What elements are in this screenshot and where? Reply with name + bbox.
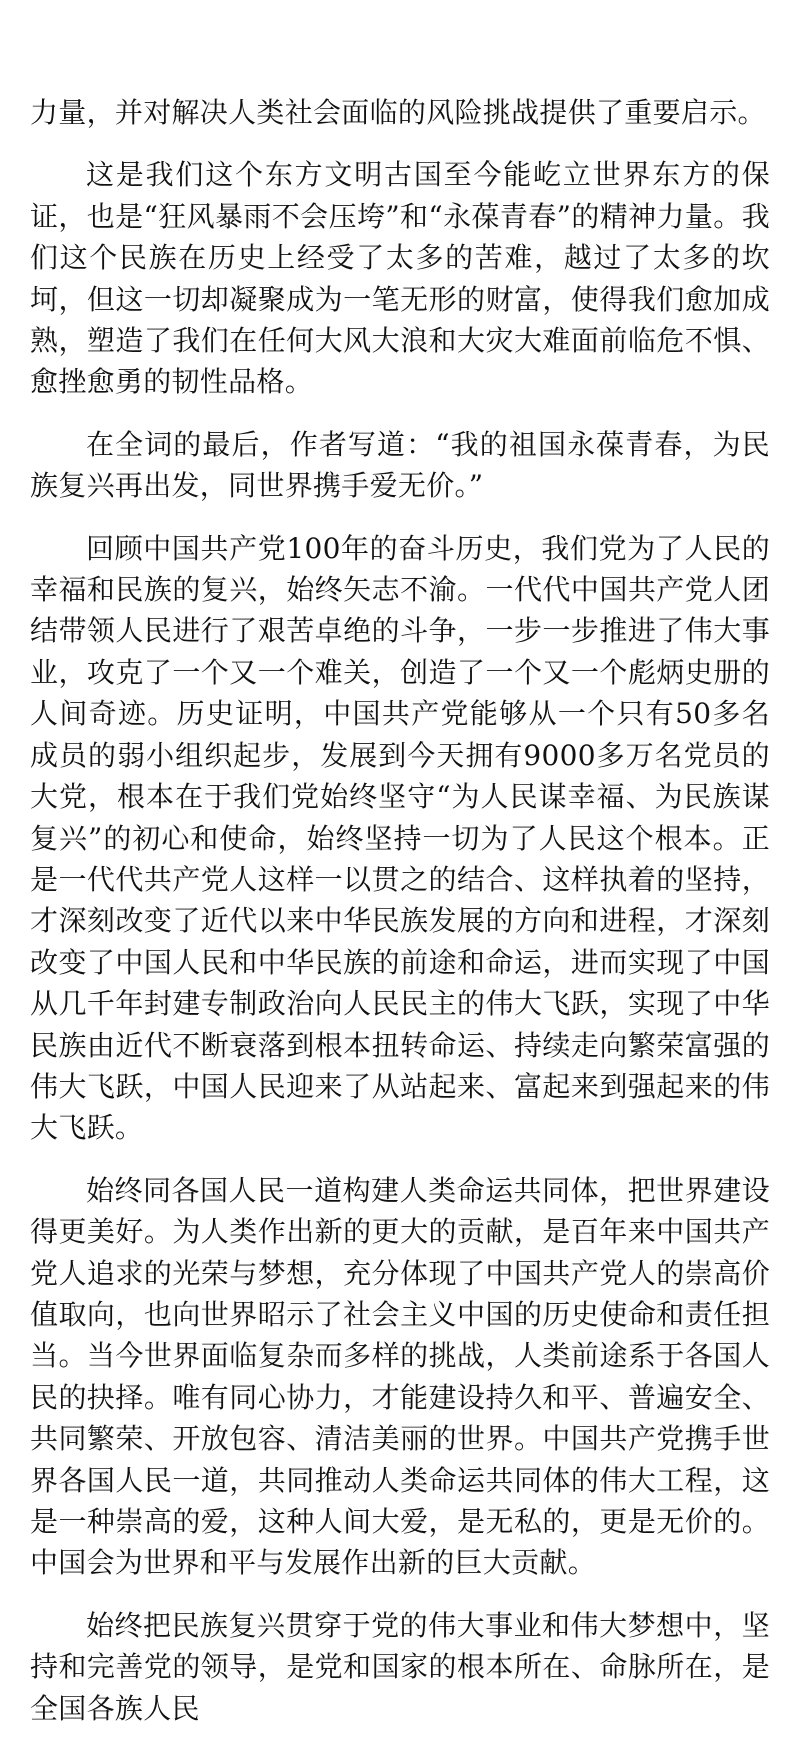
paragraph-5: 始终同各国人民一道构建人类命运共同体，把世界建设得更美好。为人类作出新的更大的贡献，是百年来中国共产党人追求的光荣与梦想，充分体现了中国共产党人的崇高价值取向，也向世界昭示了社会主义中国的历史使命和责任担当。当今世界面临复杂而多样的挑战，人类前途系于各国人民的抉择。唯有同心协力，才能建设持久和平、普遍安全、共同繁荣、开放包容、清洁美丽的世界。中国共产党携手世界各国人民一道，共同推动人类命运共同体的伟大工程，这是一种崇高的爱，这种人间大爱，是无私的，更是无价的。中国会为世界和平与发展作出新的巨大贡献。 [30,1173,770,1580]
paragraph-1: 力量，并对解决人类社会面临的风险挑战提供了重要启示。 [30,96,766,129]
paragraph-4: 回顾中国共产党100年的奋斗历史，我们党为了人民的幸福和民族的复兴，始终矢志不渝。一代代中国共产党人团结带领人民进行了艰苦卓绝的斗争，一步一步推进了伟大事业，攻克了一个又一个难关，创造了一个又一个彪炳史册的人间奇迹。历史证明，中国共产党能够从一个只有50多名成员的弱小组织起步，发展到今天拥有9000多万名党员的大党，根本在于我们党始终坚守“为人民谋幸福、为民族谋复兴”的初心和使命，始终坚持一切为了人民这个根本。正是一代代共产党人这样一以贯之的结合、这样执着的坚持，才深刻改变了近代以来中华民族发展的方向和进程，才深刻改变了中国人民和中华民族的前途和命运，进而实现了中国从几千年封建专制政治向人民民主的伟大飞跃，实现了中华民族由近代不断衰落到根本扭转命运、持续走向繁荣富强的伟大飞跃，中国人民迎来了从站起来、富起来到强起来的伟大飞跃。 [30,531,770,1145]
paragraph-3: 在全词的最后，作者写道：“我的祖国永葆青春，为民族复兴再出发，同世界携手爱无价。” [30,427,770,503]
paragraph-6: 始终把民族复兴贯穿于党的伟大事业和伟大梦想中，坚持和完善党的领导，是党和国家的根本所在、命脉所在，是全国各族人民 [30,1608,770,1725]
paragraph-2: 这是我们这个东方文明古国至今能屹立世界东方的保证，也是“狂风暴雨不会压垮”和“永葆青春”的精神力量。我们这个民族在历史上经受了太多的苦难，越过了太多的坎坷，但这一切却凝聚成为一笔无形的财富，使得我们愈加成熟，塑造了我们在任何大风大浪和大灾大难面前临危不惧、愈挫愈勇的韧性品格。 [30,158,770,399]
document-body [30,92,770,1750]
